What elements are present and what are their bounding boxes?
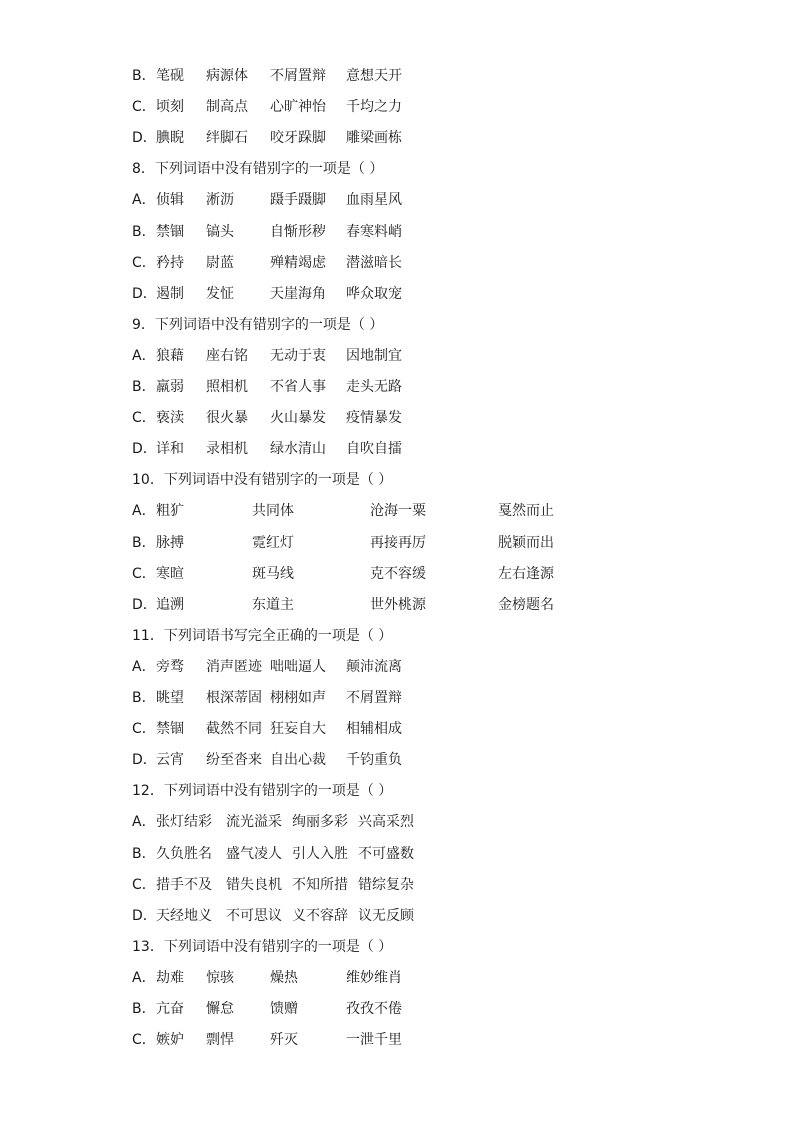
option-word: 相辅相成 [346,721,402,738]
option-word: 截然不同 [206,721,262,738]
option-label: C． [132,1032,156,1049]
option-word: 歼灭 [270,1032,298,1049]
option-word: 孜孜不倦 [346,1001,402,1017]
question-stem: 8．下列词语中没有错别字的一项是（ ） [132,161,384,178]
option-word: 嫉妒 [156,1032,184,1049]
option-label: A． [132,192,156,209]
option-word: 详和 [156,441,184,458]
option-word: 纷至沓来 [206,752,262,769]
question-stem: 10．下列词语中没有错别字的一项是（ ） [132,472,393,489]
option-word: 措手不及 [156,876,212,893]
option-word: 亵渎 [156,410,184,427]
option-word: 不知所措 [292,876,348,893]
option-word: 眺望 [156,690,184,706]
option-word: 蹑手蹑脚 [270,192,326,209]
option-word: 一泄千里 [346,1032,402,1049]
option-label: B． [132,1001,156,1017]
option-label: B． [132,379,156,395]
option-label: D． [132,752,157,769]
option-word: 引人入胜 [292,845,348,862]
option-word: 左右逢源 [498,565,554,582]
option-word: 心旷神怡 [270,99,326,116]
option-word: 栩栩如声 [270,690,326,706]
option-word: 亢奋 [156,1001,184,1017]
option-word: 因地制宜 [346,347,402,364]
option-word: 燥热 [270,969,298,986]
option-word: 自惭形秽 [270,223,326,240]
option-label: C． [132,99,156,116]
option-word: 不可思议 [226,907,282,924]
option-word: 咄咄逼人 [270,658,326,675]
option-word: 千均之力 [346,99,402,116]
option-word: 沧海一粟 [370,503,426,520]
option-word: 不屑置辩 [346,690,402,706]
question-stem: 11．下列词语书写完全正确的一项是（ ） [132,627,393,644]
option-word: 很火暴 [206,410,248,427]
question-stem: 12．下列词语中没有错别字的一项是（ ） [132,783,393,800]
option-label: C． [132,254,156,271]
option-word: 懈怠 [206,1001,234,1017]
option-word: 世外桃源 [370,596,426,613]
option-word: 狼藉 [156,347,184,364]
option-word: 再接再厉 [370,534,426,551]
option-word: 流光溢采 [226,814,282,831]
option-word: 座右铭 [206,347,248,364]
option-label: A． [132,814,156,831]
option-word: 殚精竭虑 [270,254,326,271]
option-word: 潜滋暗长 [346,254,402,271]
option-word: 根深蒂固 [206,690,262,706]
option-word: 病源体 [206,68,248,84]
option-word: 绚丽多彩 [292,814,348,831]
option-word: 戛然而止 [498,503,554,520]
option-word: 不可盛数 [358,845,414,862]
option-word: 羸弱 [156,379,184,395]
option-label: B． [132,223,156,240]
option-word: 斑马线 [252,565,294,582]
option-word: 春寒料峭 [346,223,402,240]
option-label: B． [132,68,156,84]
option-label: D． [132,907,157,924]
option-word: 劫难 [156,969,184,986]
option-word: 义不容辞 [292,907,348,924]
option-label: A． [132,658,156,675]
option-word: 雕梁画栋 [346,130,402,147]
option-label: A． [132,969,156,986]
option-label: D． [132,441,157,458]
option-word: 维妙维肖 [346,969,402,986]
option-word: 镐头 [206,223,234,240]
option-word: 淅沥 [206,192,234,209]
option-label: B． [132,534,156,551]
option-word: 克不容缓 [370,565,426,582]
option-word: 脉搏 [156,534,184,551]
option-word: 笔砚 [156,68,184,84]
option-word: 追溯 [156,596,184,613]
option-word: 金榜题名 [498,596,554,613]
option-word: 血雨星风 [346,192,402,209]
option-word: 馈赠 [270,1001,298,1017]
option-word: 共同体 [252,503,294,520]
option-word: 盛气凌人 [226,845,282,862]
option-word: 兴高采烈 [358,814,414,831]
option-word: 无动于衷 [270,347,326,364]
option-label: B． [132,690,156,706]
option-word: 惊骇 [206,969,234,986]
option-word: 云宵 [156,752,184,769]
option-word: 照相机 [206,379,248,395]
option-word: 错综复杂 [358,876,414,893]
option-word: 自吹自擂 [346,441,402,458]
option-word: 尉蓝 [206,254,234,271]
option-word: 张灯结彩 [156,814,212,831]
option-label: A． [132,503,156,520]
option-word: 错失良机 [226,876,282,893]
option-label: D． [132,285,157,302]
option-label: C． [132,876,156,893]
question-stem: 9．下列词语中没有错别字的一项是（ ） [132,316,384,333]
option-label: B． [132,845,156,862]
option-word: 剽悍 [206,1032,234,1049]
option-word: 咬牙跺脚 [270,130,326,147]
option-word: 颠沛流离 [346,658,402,675]
option-word: 脱颖而出 [498,534,554,551]
option-word: 不省人事 [270,379,326,395]
option-word: 绊脚石 [206,130,248,147]
option-word: 霓红灯 [252,534,294,551]
option-word: 粗犷 [156,503,184,520]
option-word: 禁锢 [156,721,184,738]
option-word: 火山暴发 [270,410,326,427]
option-word: 遏制 [156,285,184,302]
option-word: 顷刻 [156,99,184,116]
option-word: 禁锢 [156,223,184,240]
option-label: C． [132,721,156,738]
option-label: A． [132,347,156,364]
option-word: 侦辑 [156,192,184,209]
option-word: 天崖海角 [270,285,326,302]
option-word: 走头无路 [346,379,402,395]
option-word: 自出心裁 [270,752,326,769]
option-word: 意想天开 [346,68,402,84]
option-word: 千钧重负 [346,752,402,769]
option-label: D． [132,130,157,147]
option-word: 矜持 [156,254,184,271]
option-word: 狂妄自大 [270,721,326,738]
option-word: 录相机 [206,441,248,458]
option-label: C． [132,410,156,427]
option-word: 寒暄 [156,565,184,582]
option-word: 哗众取宠 [346,285,402,302]
option-word: 腆睨 [156,130,184,147]
option-word: 天经地义 [156,907,212,924]
option-word: 绿水清山 [270,441,326,458]
option-word: 制高点 [206,99,248,116]
option-word: 不屑置辩 [270,68,326,84]
option-word: 消声匿迹 [206,658,262,675]
option-word: 发怔 [206,285,234,302]
option-word: 旁骛 [156,658,184,675]
option-label: C． [132,565,156,582]
option-label: D． [132,596,157,613]
option-word: 东道主 [252,596,294,613]
question-stem: 13．下列词语中没有错别字的一项是（ ） [132,938,393,955]
option-word: 久负胜名 [156,845,212,862]
option-word: 议无反顾 [358,907,414,924]
option-word: 疫情暴发 [346,410,402,427]
